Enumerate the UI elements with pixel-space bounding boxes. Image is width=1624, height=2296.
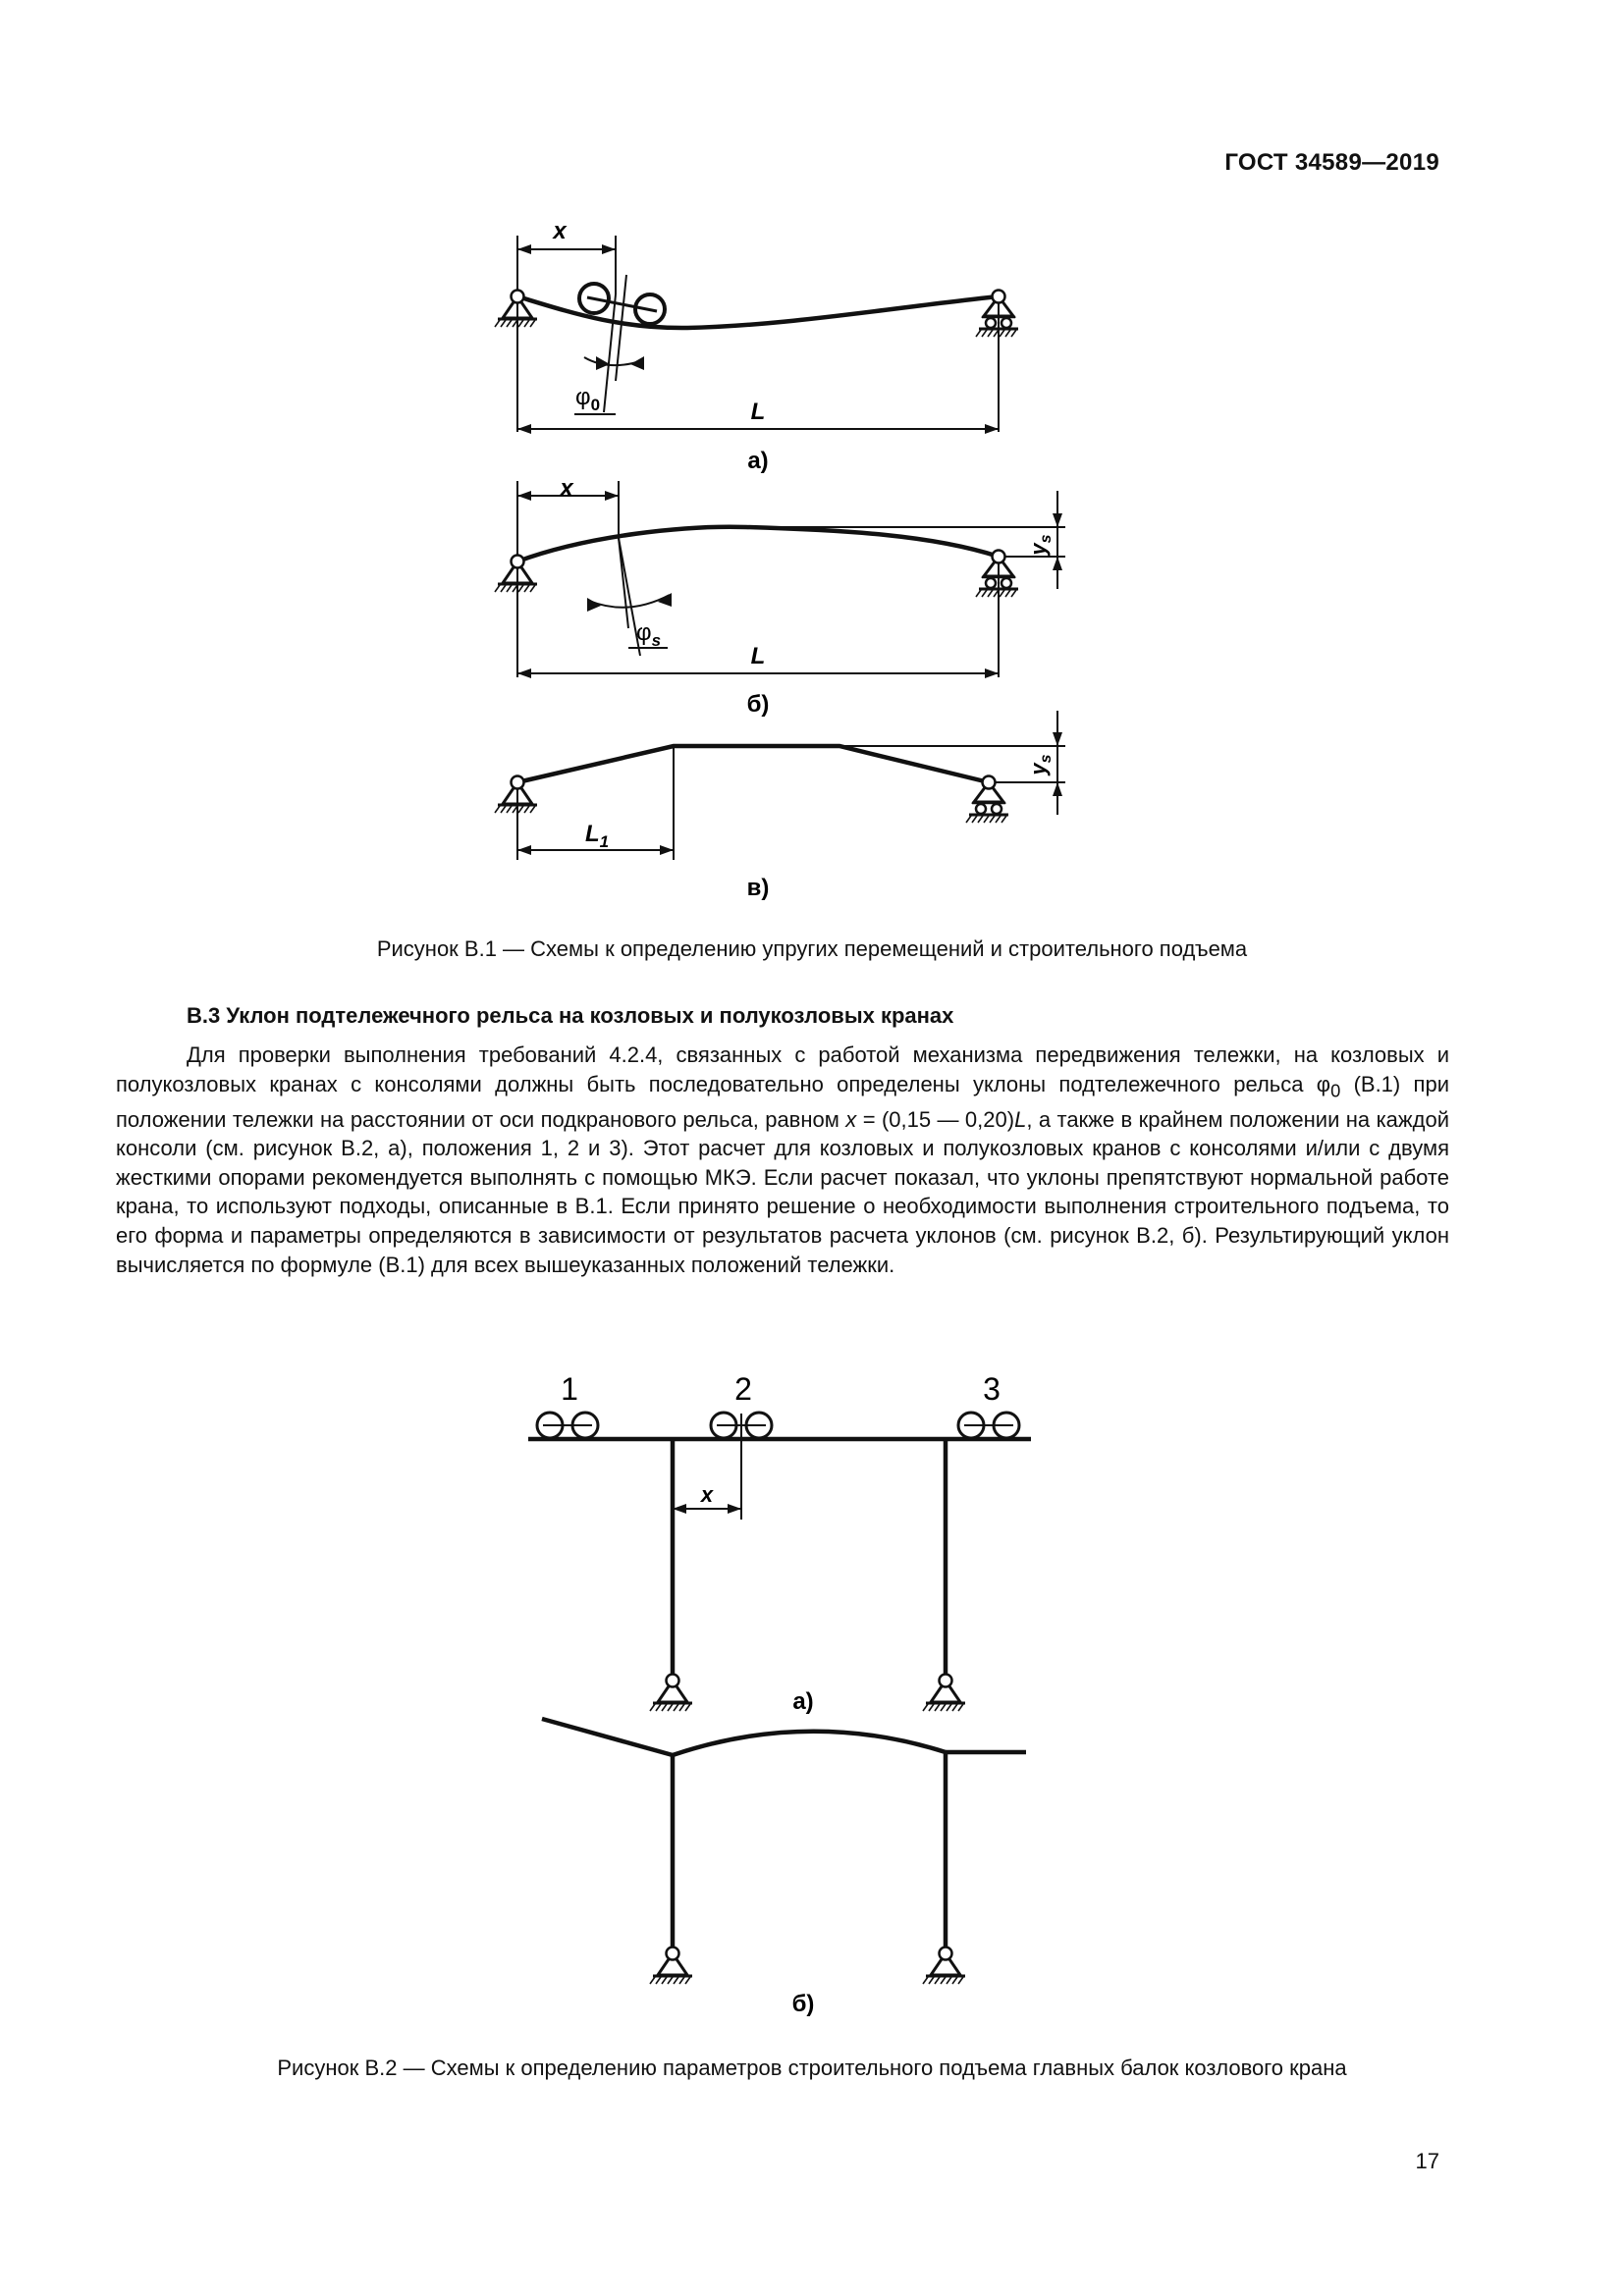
x-label: x [553, 218, 567, 244]
page-number: 17 [1415, 2149, 1439, 2173]
diagram-b2a-trolley-positions [528, 1371, 1031, 1715]
l1-label: $L_1$ [585, 821, 610, 851]
diagram-a-deflection [495, 218, 1018, 474]
ys-label: $y_s$ [1026, 534, 1055, 556]
beam-polyline [517, 746, 989, 782]
phi0-label: $\varphi_0$ [575, 384, 601, 414]
diagram-b-caption: б) [746, 691, 770, 718]
diagram-c-trapezoid-camber [495, 711, 1065, 901]
section-paragraph: Для проверки выполнения требований 4.2.4, связанных с работой механизма передвижения тележки, на козловых и полукозловых кранах с консолями должны быть последовательно определены уклоны подтележечного рельса $\varphi_0$ (В.1) при положении тележки на расстоянии от оси подкранового рельса, равном x = (0,15 — 0,20)L, а также в крайнем положении на каждой консоли (см. рисунок В.2, а), положения 1, 2 и 3). Этот расчет для козловых и полукозловых кранов с консолями и/или с двумя жесткими опорами рекомендуется выполнять с помощью МКЭ. Если расчет показал, что уклоны препятствуют нормальной работе крана, то используют подходы, описанные в В.1. Если принято решение о необходимости выполнения строительного подъема, то его форма и параметры определяются в зависимости от результатов расчета уклонов (см. рисунок В.2, б). Результирующий уклон вычисляется по формуле (В.1) для всех вышеуказанных положений тележки. [116, 1042, 1449, 1277]
diagram-c-caption: в) [746, 875, 770, 901]
x-label: x [700, 1482, 714, 1507]
figure-b1-caption: Рисунок В.1 — Схемы к определению упругих перемещений и строительного подъема [376, 936, 1248, 961]
document-header: ГОСТ 34589—2019 [1224, 149, 1439, 176]
position-3: 3 [983, 1371, 1001, 1407]
figure-b2-diagrams [0, 1355, 1624, 2022]
diagram-b-caption: б) [791, 1991, 815, 2017]
figure-b2-caption: Рисунок В.2 — Схемы к определению параметров строительного подъема главных балок козлового крана [277, 2056, 1347, 2080]
x-label: x [560, 475, 573, 502]
section-heading: В.3 Уклон подтележечного рельса на козловых и полукозловых кранах [187, 1003, 954, 1028]
diagram-b2b-camber-shape [542, 1719, 1026, 2017]
ys-label: $y_s$ [1026, 754, 1055, 775]
figure-b1-diagrams [0, 0, 1624, 942]
position-1: 1 [561, 1371, 578, 1407]
diagram-b-camber [495, 475, 1065, 718]
span-label: L [750, 399, 766, 425]
diagram-a-caption: а) [792, 1688, 814, 1715]
beam-cambered [517, 527, 999, 561]
diagram-a-caption: а) [747, 448, 769, 474]
span-label: L [750, 643, 766, 669]
position-2: 2 [734, 1371, 752, 1407]
phis-label: $\varphi_s$ [636, 619, 662, 650]
